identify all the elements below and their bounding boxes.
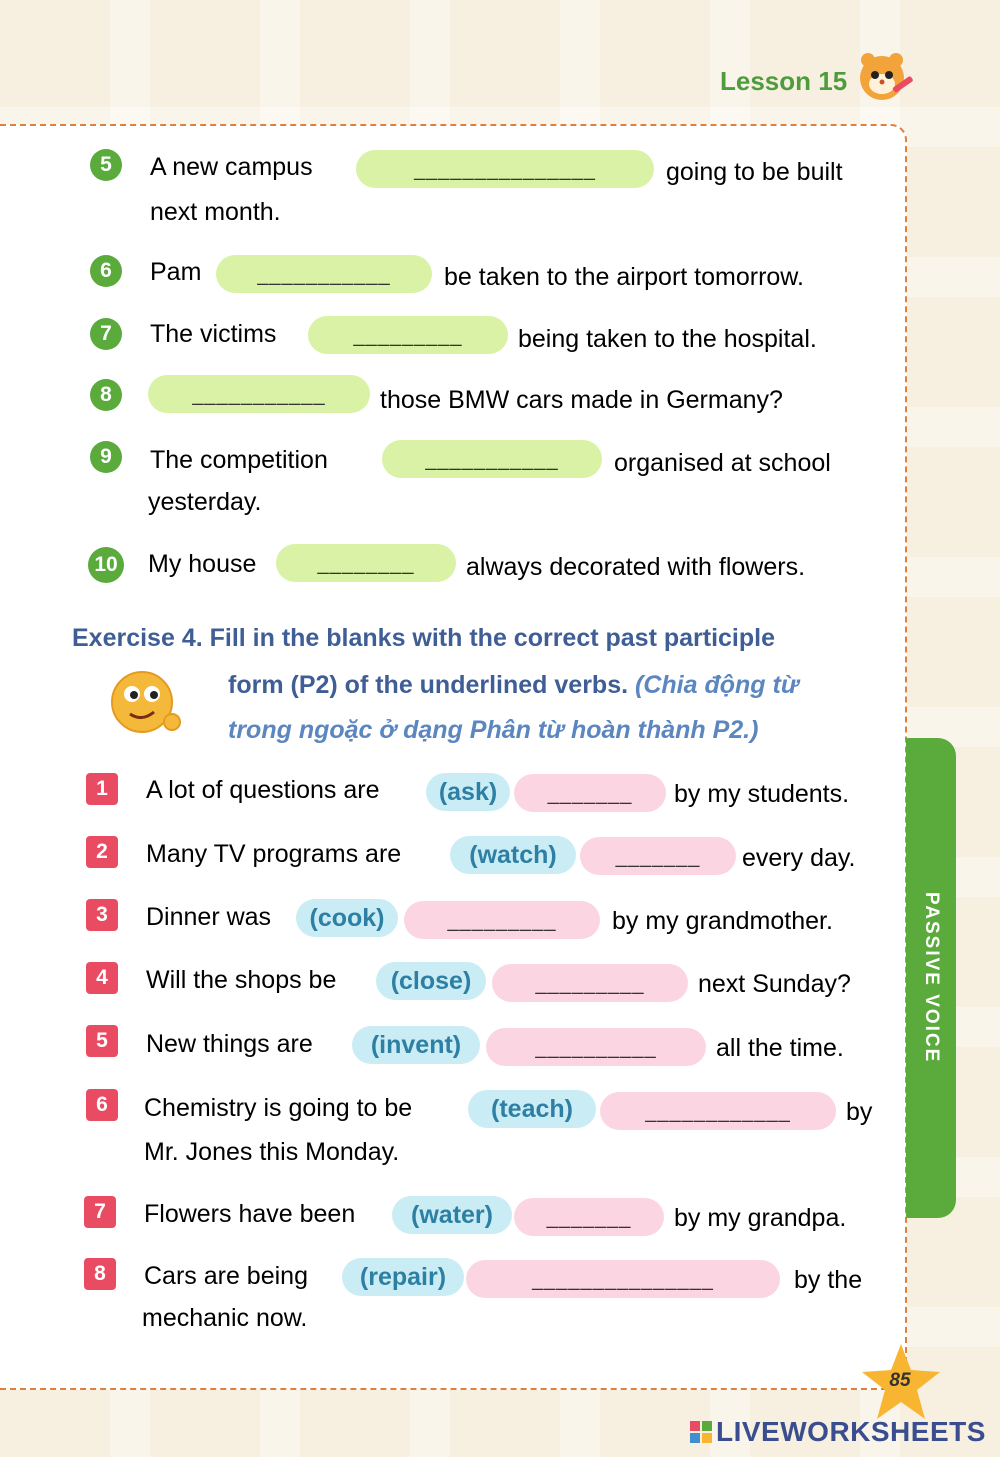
sentence-after: by my grandpa. bbox=[674, 1204, 847, 1232]
answer-blank[interactable]: ___________ bbox=[382, 440, 602, 478]
sentence-before: A lot of questions are bbox=[146, 776, 380, 804]
sentence-after: by the bbox=[794, 1266, 863, 1294]
sentence-continued: Mr. Jones this Monday. bbox=[144, 1138, 400, 1166]
sentence-before: Cars are being bbox=[144, 1262, 308, 1290]
sentence-after: being taken to the hospital. bbox=[518, 325, 817, 353]
sentence-after: be taken to the airport tomorrow. bbox=[444, 263, 804, 291]
answer-blank[interactable]: ________ bbox=[276, 544, 456, 582]
verb-hint: (close) bbox=[376, 962, 486, 1000]
sentence-continued: yesterday. bbox=[148, 488, 262, 516]
sentence-continued: next month. bbox=[150, 198, 281, 226]
tiger-mascot-icon bbox=[852, 48, 914, 110]
answer-blank[interactable]: ___________ bbox=[148, 375, 370, 413]
answer-blank[interactable]: _______________ bbox=[466, 1260, 780, 1298]
item-number: 5 bbox=[90, 149, 122, 181]
sentence-before: Many TV programs are bbox=[146, 840, 402, 868]
verb-hint: (cook) bbox=[296, 899, 398, 937]
answer-blank[interactable]: _______ bbox=[514, 774, 666, 812]
sentence-before: Flowers have been bbox=[144, 1200, 356, 1228]
passive-voice-side-tab bbox=[906, 738, 956, 1218]
sentence-after: by bbox=[846, 1098, 873, 1126]
answer-blank[interactable]: ____________ bbox=[600, 1092, 836, 1130]
item-number: 5 bbox=[86, 1025, 118, 1057]
item-number: 10 bbox=[88, 547, 124, 583]
side-tab-label: PASSIVE VOICE bbox=[921, 892, 942, 1064]
sentence-after: by my students. bbox=[674, 780, 850, 808]
thinking-emoji-icon bbox=[106, 664, 188, 744]
liveworksheets-logo-icon bbox=[690, 1421, 712, 1443]
item-number: 3 bbox=[86, 899, 118, 931]
sentence-after: those BMW cars made in Germany? bbox=[380, 386, 783, 414]
verb-hint: (watch) bbox=[450, 836, 576, 874]
exercise-4-vietnamese: (Chia động từ bbox=[635, 671, 799, 699]
item-number: 9 bbox=[90, 441, 122, 473]
verb-hint: (teach) bbox=[468, 1090, 596, 1128]
item-number: 8 bbox=[84, 1258, 116, 1290]
page-number: 85 bbox=[889, 1370, 911, 1391]
answer-blank[interactable]: _________ bbox=[404, 901, 600, 939]
exercise-4-title-line2 bbox=[228, 671, 799, 700]
item-number: 6 bbox=[86, 1089, 118, 1121]
verb-hint: (repair) bbox=[342, 1258, 464, 1296]
sentence-after: every day. bbox=[742, 844, 856, 872]
item-number: 4 bbox=[86, 962, 118, 994]
sentence-continued: mechanic now. bbox=[142, 1304, 308, 1332]
exercise-4-vietnamese-line2: trong ngoặc ở dạng Phân từ hoàn thành P2.) bbox=[228, 716, 759, 744]
item-number: 1 bbox=[86, 773, 118, 805]
answer-blank[interactable]: _________ bbox=[308, 316, 508, 354]
sentence-before: Dinner was bbox=[146, 903, 272, 931]
verb-hint: (water) bbox=[392, 1196, 512, 1234]
item-number: 7 bbox=[84, 1196, 116, 1228]
sentence-after: all the time. bbox=[716, 1034, 844, 1062]
answer-blank[interactable]: _______ bbox=[580, 837, 736, 875]
sentence-after: organised at school bbox=[614, 449, 831, 477]
sentence-before: A new campus bbox=[150, 153, 313, 181]
sentence-after: next Sunday? bbox=[698, 970, 851, 998]
sentence-before: My house bbox=[148, 550, 257, 578]
answer-blank[interactable]: _______________ bbox=[356, 150, 654, 188]
sentence-before: Chemistry is going to be bbox=[144, 1094, 413, 1122]
item-number: 7 bbox=[90, 318, 122, 350]
sentence-after: by my grandmother. bbox=[612, 907, 833, 935]
sentence-after: always decorated with flowers. bbox=[466, 553, 806, 581]
item-number: 2 bbox=[86, 836, 118, 868]
exercise-4-instruction: form (P2) of the underlined verbs. bbox=[228, 671, 629, 699]
sentence-before: The competition bbox=[150, 446, 328, 474]
verb-hint: (invent) bbox=[352, 1026, 480, 1064]
item-number: 6 bbox=[90, 255, 122, 287]
answer-blank[interactable]: __________ bbox=[486, 1028, 706, 1066]
answer-blank[interactable]: _________ bbox=[492, 964, 688, 1002]
sentence-before: Will the shops be bbox=[146, 966, 337, 994]
answer-blank[interactable]: _______ bbox=[514, 1198, 664, 1236]
verb-hint: (ask) bbox=[426, 773, 510, 811]
sentence-before: Pam bbox=[150, 258, 202, 286]
item-number: 8 bbox=[90, 379, 122, 411]
sentence-before: The victims bbox=[150, 320, 277, 348]
sentence-before: New things are bbox=[146, 1030, 313, 1058]
exercise-4-title: Exercise 4. Fill in the blanks with the correct past participle bbox=[72, 624, 776, 652]
footer-brand: LIVEWORKSHEETS bbox=[716, 1416, 986, 1447]
sentence-after: going to be built bbox=[666, 158, 843, 186]
answer-blank[interactable]: ___________ bbox=[216, 255, 432, 293]
lesson-title: Lesson 15 bbox=[720, 66, 848, 96]
